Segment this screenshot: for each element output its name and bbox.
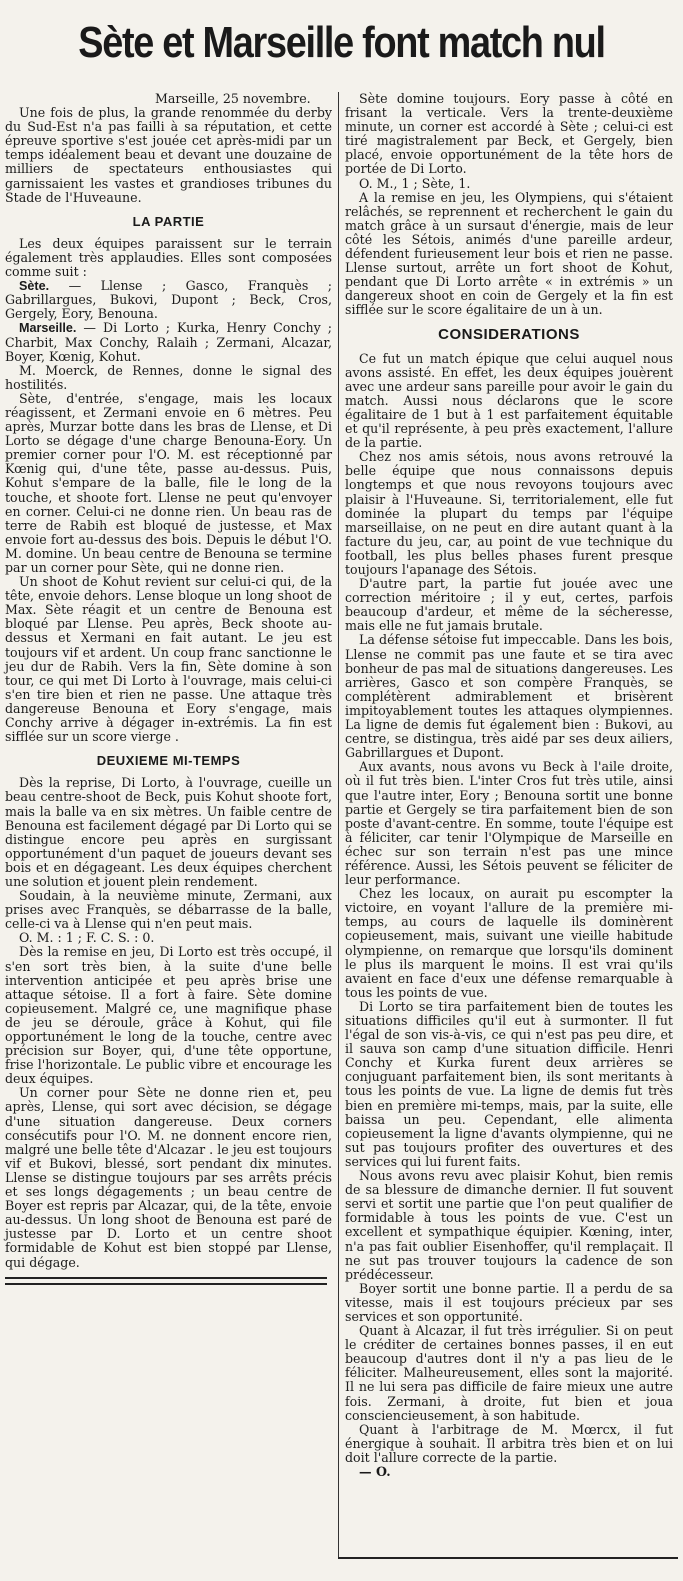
second-half-paragraph-2: Soudain, à la neuvième minute, Zermani, aux prises avec Franquès, se débarrasse de la balle, celle-ci va à Llense qui n'en peut mais. — [5, 888, 332, 932]
sete-players: — Llense ; Gasco, Franquès ; Gabrillargues, Bukovi, Dupont ; Beck, Cros, Gergely, Eory, Benouna. — [5, 278, 332, 322]
first-half-paragraph-1: Sète, d'entrée, s'engage, mais les locaux réagissent, et Zermani envoie en 6 mètres. Peu après, Murzar botte dans les bras de Llense, et Di Lorto se dégage d'une charge Benouna-Eory. Un premier corner pour l'O. M. est réceptionné par Kœnig qui, d'une tête, passe au-dessus. Puis, Kohut s'empare de la balle, file le long de la touche, et shoote fort. Llense ne peut qu'envoyer en corner. Celui-ci ne donne rien. Un beau ras de terre de Rabih est bloqué de justesse, et Max envoie fort au-dessus des bois. Depuis le début l'O. M. domine. Un beau centre de Benouna se termine par un corner pour Sète, qui ne donne rien. — [5, 390, 332, 575]
considerations-paragraph-4: La défense sétoise fut impeccable. Dans les bois, Llense ne commit pas une faute et se tira avec bonheur de pas mal de situations dangereuses. Les arrières, Gasco et son compère Franquès, se complétèrent admirablement et brisèrent impitoyablement toutes les attaques olympiennes. La ligne de demis fut également bien : Bukovi, au centre, se distingua, très aidé par ses deux ailiers, Gabrillargues et Dupont. — [345, 632, 673, 761]
teams-intro: Les deux équipes paraissent sur le terrain également très applaudies. Elles sont composées comme suit : — [5, 235, 332, 280]
considerations-paragraph-10: Quant à Alcazar, il fut très irrégulier. Si on peut le créditer de certaines bonnes passes, il en eut beaucoup d'autres dont il n'y a pas lieu de le féliciter. Malheureusement, elles sont la majorité. Il ne lui sera pas difficile de faire mieux une autre fois. Zermani, à droite, fut bien et joua consciencieusement, à son habitude. — [345, 1323, 673, 1423]
considerations-paragraph-6: Chez les locaux, on aurait pu escompter la victoire, en voyant l'allure de la première mi-temps, au cours de laquelle ils dominèrent copieusement, mais, suivant une vieille habitude olympienne, on remarque que lorsqu'ils dominent le plus ils marquent le moins. Il est vrai qu'ils avaient en face d'eux une défense remarquable à tous les points de vue. — [345, 886, 673, 1000]
sete-label: Sète. — [19, 279, 50, 294]
intro-paragraph: Une fois de plus, la grande renommée du derby du Sud-Est n'a pas failli à sa réputation, et cette épreuve sportive s'est jouée cet après-midi par un temps idéalement beau et devant une douzaine de milliers de spectateurs enthousiastes qui garnissaient les vastes et grandioses tribunes du Stade de l'Huveaune. — [5, 105, 332, 205]
score-line-2: O. M., 1 ; Sète, 1. — [359, 175, 471, 191]
headline: Sète et Marseille font match nul — [78, 18, 605, 67]
column-divider — [338, 92, 339, 1557]
considerations-paragraph-7: Di Lorto se tira parfaitement bien de toutes les situations difficiles qu'il eut à surmonter. Il fut l'égal de son vis-à-vis, ce qui n'est pas peu dire, et il sauva son camp d'une situation difficile. Henri Conchy et Kurka furent deux arrières se conjuguant parfaitement bien, ils sont meritants à tous les points de vue. La ligne de demis fut très bien en première mi-temps, mais, par la suite, elle baissa un peu. Cependant, elle alimenta copieusement la ligne d'avants olympienne, qui ne sut pas toujours profiter des ouvertures et des services qui lui furent faits. — [345, 998, 673, 1169]
second-half-paragraph-4: Un corner pour Sète ne donne rien et, peu après, Llense, qui sort avec décision, se dégage d'une situation dangereuse. Deux corners consécutifs pour l'O. M. ne donnent encore rien, malgré une belle tête d'Alcazar . le jeu est toujours vif et Bukovi, blessé, sort pendant dix minutes. Llense se distingue toujours par ses arrêts précis et ses longs dégagements ; un beau centre de Boyer est repris par Alcazar, qui, de la tête, envoie au-dessus. Un long shoot de Benouna est paré de justesse par D. Lorto et un centre shoot formidable de Kohut est bien stoppé par Llense, qui dégage. — [5, 1085, 332, 1270]
score-line-1: O. M. : 1 ; F. C. S. : 0. — [19, 930, 155, 946]
separator-rule-top — [5, 1277, 327, 1279]
considerations-paragraph-11: Quant à l'arbitrage de M. Mœrcx, il fut énergique à souhait. Il arbitra très bien et on lui doit l'allure correcte de la partie. — [345, 1421, 673, 1465]
match-paragraph-1: Sète domine toujours. Eory passe à côté en frisant la verticale. Vers la trente-deuxième minute, un corner est accordé à Sète ; celui-ci est tiré magistralement par Beck, et Gergely, bien placé, envoie opportunément de la tête hors de portée de Di Lorto. — [345, 91, 673, 177]
considerations-paragraph-2: Chez nos amis sétois, nous avons retrouvé la belle équipe que nous connaissons depuis longtemps et que nous revoyons toujours avec plaisir à l'Huveaune. Si, territorialement, elle fut dominée la plupart du temps par l'équipe marseillaise, on ne peut en dire autant quant à la facture du jeu, car, au point de vue technique du football, les plus belles phases furent presque toujours l'apanage des Sétois. — [345, 449, 673, 577]
marseille-lineup — [5, 321, 332, 363]
signature: — O. — [359, 1464, 391, 1479]
section-heading-deuxieme-mi-temps: DEUXIEME MI-TEMPS — [96, 753, 241, 769]
sete-lineup — [5, 279, 332, 321]
marseille-players: — Di Lorto ; Kurka, Henry Conchy ; Charbit, Max Conchy, Ralaih ; Zermani, Alcazar, Boyer, Kœnig, Kohut. — [5, 320, 332, 364]
section-heading-considerations: CONSIDERATIONS — [438, 325, 580, 343]
considerations-paragraph-1: Ce fut un match épique que celui auquel nous avons assisté. En effet, les deux équipes jouèrent avec une ardeur sans pareille pour avoir le gain du match. Aussi nous déclarons que le score égalitaire de 1 but à 1 est parfaitement équitable et qu'il représente, à peu près exactement, l'allure de la partie. — [345, 350, 673, 451]
section-heading-la-partie: LA PARTIE — [132, 213, 205, 229]
match-paragraph-2: A la remise en jeu, les Olympiens, qui s'étaient relâchés, se reprennent et recherchent le gain du match grâce à un sursaut d'énergie, mais de leur côté les Sétois, animés d'une pareille ardeur, défendent furieusement leur bois et rien ne passe. Llense surtout, arrête un fort shoot de Kohut, pendant que Di Lorto arrête « in extrémis » un dangereux shoot en coin de Gergely et la fin est sifflée sur le score égalitaire de un à un. — [345, 189, 673, 318]
marseille-label: Marseille. — [19, 321, 77, 336]
right-column — [345, 92, 673, 1479]
bottom-rule — [338, 1557, 678, 1559]
first-half-paragraph-2: Un shoot de Kohut revient sur celui-ci qui, de la tête, envoie dehors. Lense bloque un long shoot de Max. Sète réagit et un centre de Benouna est bloqué par Llense. Peu après, Beck shoote au-dessus et Xermani en fait autant. Le jeu est toujours vif et ardent. Un coup franc sanctionne le jeu dur de Rabih. Vers la fin, Sète domine à son tour, ce qui met Di Lorto à l'ouvrage, mais celui-ci s'en tire bien et rien ne passe. Une attaque très dangereuse Benouna et Eory s'engage, mais Conchy arrive à dégager in-extrémis. La fin est sifflée sur un score vierge . — [5, 574, 332, 745]
considerations-paragraph-3: D'autre part, la partie fut jouée avec une correction méritoire ; il y eut, certes, parfois beaucoup d'ardeur, et même de la sécheresse, mais elle ne fut jamais brutale. — [345, 576, 673, 634]
considerations-paragraph-9: Boyer sortit une bonne partie. Il a perdu de sa vitesse, mais il est toujours précieux par ses services et son opportunité. — [345, 1280, 673, 1324]
referee-paragraph: M. Moerck, de Rennes, donne le signal des hostilités. — [5, 362, 332, 392]
dateline: Marseille, 25 novembre. — [155, 91, 311, 106]
second-half-paragraph-3: Dès la remise en jeu, Di Lorto est très occupé, il s'en sort très bien, à la suite d'une belle intervention anticipée et peu après brise une attaque sétoise. Il a fort à faire. Sète domine copieusement. Malgré ce, une magnifique phase de jeu se déroule, grâce à Kohut, qui file opportunément le long de la touche, centre avec précision sur Boyer, qui, d'une tête opportune, frise l'horizontale. Le public vibre et encourage les deux équipes. — [5, 944, 332, 1087]
considerations-paragraph-8: Nous avons revu avec plaisir Kohut, bien remis de sa blessure de dimanche dernier. Il fut souvent servi et sortit une partie que l'on peut qualifier de formidable à tous les points de vue. C'est un excellent et sympathique équipier. Kœning, inter, n'a pas fait oublier Eisenhoffer, qu'il remplaçait. Il ne sut pas trouver toujours la cadence de son prédécesseur. — [345, 1168, 673, 1282]
separator-rule-bottom — [5, 1283, 327, 1285]
considerations-paragraph-5: Aux avants, nous avons vu Beck à l'aile droite, où il fut très bien. L'inter Cros fut très utile, ainsi que l'autre inter, Eory ; Benouna sortit une bonne partie et Gergely se tira parfaitement bien de son poste d'avant-centre. En somme, toute l'équipe est à féliciter, car tenir l'Olympique de Marseille en échec sur son terrain n'est pas une mince référence. Aussi, les Sétois peuvent se féliciter de leur performance. — [345, 759, 673, 888]
second-half-paragraph-1: Dès la reprise, Di Lorto, à l'ouvrage, cueille un beau centre-shoot de Beck, puis Kohut shoote fort, mais la balle va en six mètres. Un faible centre de Benouna est facilement dégagé par Di Lorto qui se distingue encore peu après en surgissant opportunément d'un paquet de joueurs devant ses bois et en dégageant. Les deux équipes cherchent une solution et jouent plein rendement. — [5, 775, 332, 889]
left-column — [5, 92, 332, 1270]
